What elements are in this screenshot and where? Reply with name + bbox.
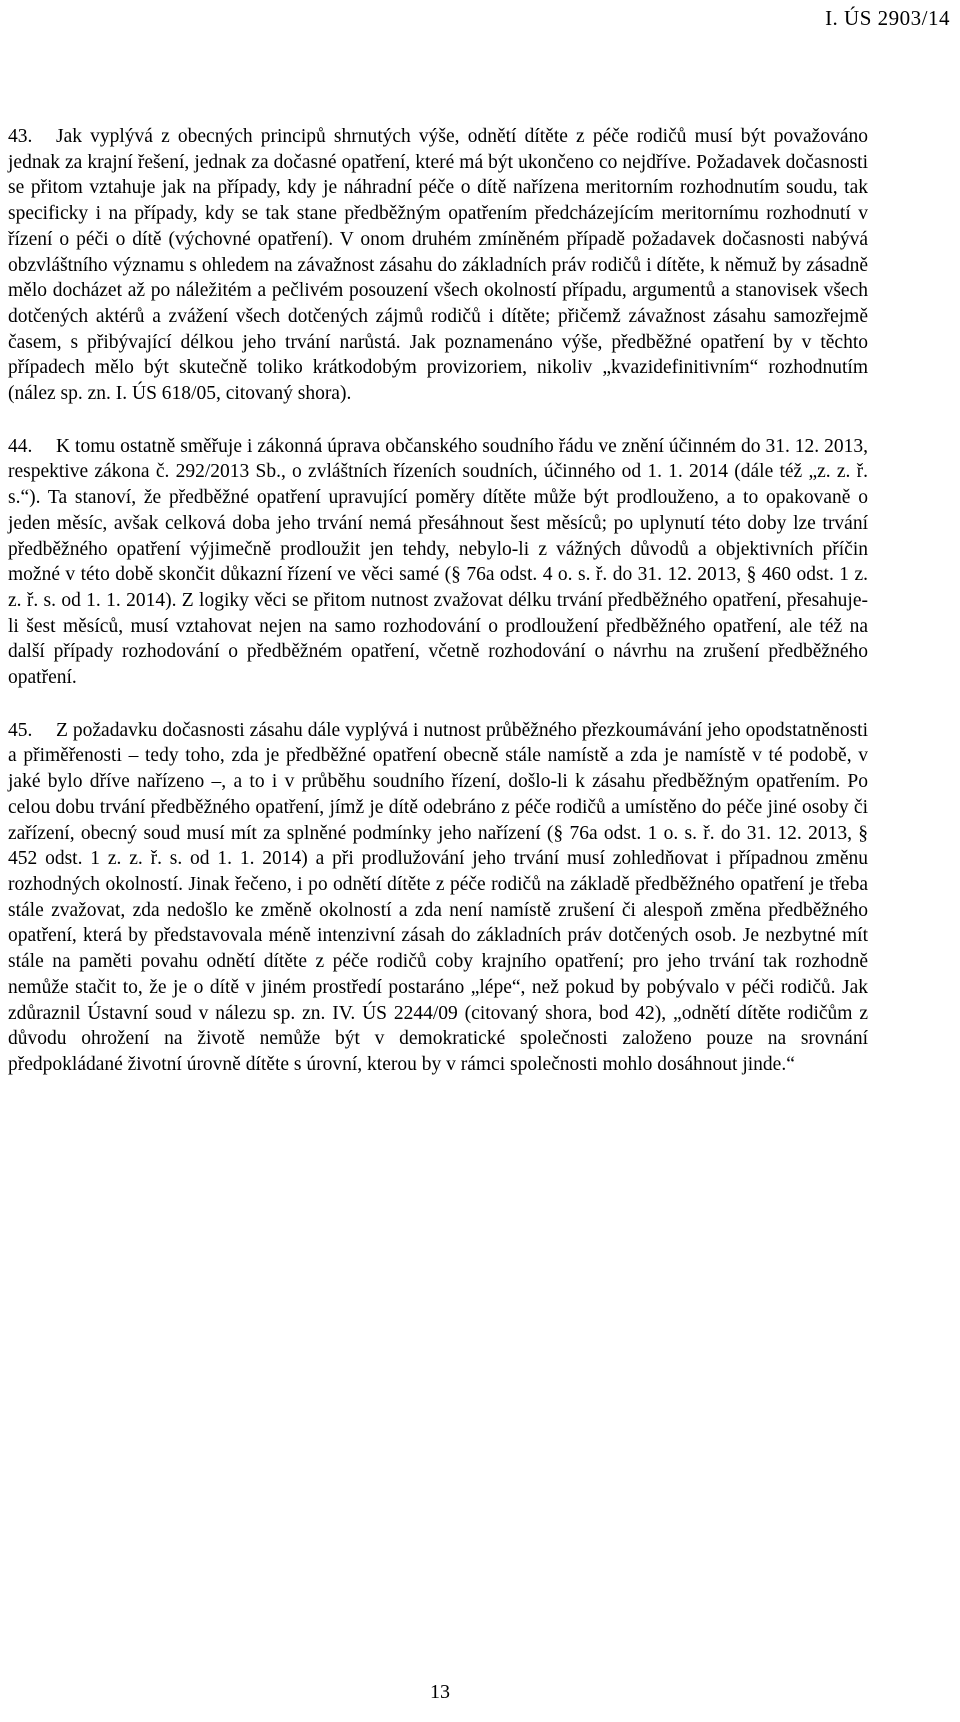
paragraph-number: 45. <box>8 719 33 741</box>
paragraph-number: 44. <box>8 435 33 457</box>
paragraph-text: K tomu ostatně směřuje i zákonná úprava občanského soudního řádu ve znění účinném do 31. 12. 2013, respektive zákona č. 292/2013 Sb., o zvláštních řízeních soudních, účinného od 1. 1. 2014 (dále též „z. z. ř. s.“). Ta stanoví, že předběžné opatření upravující poměry dítěte může být prodlouženo, a to opakovaně o jeden měsíc, avšak celková doba jeho trvání nemá přesáhnout šest měsíců; po uplynutí této doby lze trvání předběžného opatření výjimečně prodloužit jen tehdy, nebylo-li z vážných důvodů a objektivních příčin možné v této době skončit důkazní řízení ve věci samé (§ 76a odst. 4 o. s. ř. do 31. 12. 2013, § 460 odst. 1 z. z. ř. s. od 1. 1. 2014). Z logiky věci se přitom nutnost zvažovat délku trvání předběžného opatření, přesahuje-li šest měsíců, musí vztahovat nejen na samo rozhodování o prodloužení předběžného opatření, ale též na další případy rozhodování o předběžném opatření, včetně rozhodování o návrhu na zrušení předběžného opatření. <box>8 435 868 689</box>
document-body <box>8 124 868 1105</box>
paragraph-text: Jak vyplývá z obecných principů shrnutých výše, odnětí dítěte z péče rodičů musí být považováno jednak za krajní řešení, jednak za dočasné opatření, které má být ukončeno co nejdříve. Požadavek dočasnosti se přitom vztahuje jak na případy, kdy je náhradní péče o dítě nařízena meritorním rozhodnutím soudu, tak specificky i na případy, kdy se tak stane předběžným opatřením předcházejícím meritornímu rozhodnutí v řízení o péči o dítě (výchovné opatření). V onom druhém zmíněném případě požadavek dočasnosti nabývá obzvláštního významu s ohledem na závažnost zásahu do základních práv rodičů i dítěte, k němuž by zásadně mělo docházet až po náležitém a pečlivém posouzení všech okolností případu, argumentů a stanovisek všech dotčených aktérů a zvážení všech dotčených zájmů rodičů i dítěte; přičemž závažnost zásahu samozřejmě časem, s přibývající délkou jeho trvání narůstá. Jak poznamenáno výše, předběžné opatření by v těchto případech mělo být skutečně toliko krátkodobým provizoriem, nikoliv „kvazidefinitivním“ rozhodnutím (nález sp. zn. I. ÚS 618/05, citovaný shora). <box>8 126 868 405</box>
paragraph-text: Z požadavku dočasnosti zásahu dále vyplývá i nutnost průběžného přezkoumávání jeho opodstatněnosti a přiměřenosti – tedy toho, zda je předběžné opatření obecně stále namístě a zda je namístě v té podobě, v jaké bylo dříve nařízeno –, a to i v průběhu soudního řízení, došlo-li k zásahu předběžným opatřením. Po celou dobu trvání předběžného opatření, jímž je dítě odebráno z péče rodičů a umístěno do péče jiné osoby či zařízení, obecný soud musí mít za splněné podmínky jeho nařízení (§ 76a odst. 1 o. s. ř. do 31. 12. 2013, § 452 odst. 1 z. z. ř. s. od 1. 1. 2014) a při prodlužování jeho trvání musí zohledňovat i případnou změnu rozhodných okolností. Jinak řečeno, i po odnětí dítěte z péče rodičů na základě předběžného opatření je třeba stále zvažovat, zda nedošlo ke změně okolností a zda není namístě zrušení či alespoň změna předběžného opatření, která by představovala méně intenzivní zásah do základních práv dotčených osob. Je nezbytné mít stále na paměti povahu odnětí dítěte z péče rodičů coby krajního opatření; pro jeho trvání tak rozhodně nemůže stačit to, že je o dítě v jiném prostředí postaráno „lépe“, než pokud by pobývalo v péči rodičů. Jak zdůraznil Ústavní soud v nálezu sp. zn. IV. ÚS 2244/09 (citovaný shora, bod 42), „odnětí dítěte rodičům z důvodu ohrožení na životě nemůže být v demokratické společnosti založeno pouze na srovnání předpokládané životní úrovně dítěte s úrovní, kterou by v rámci společnosti mohlo dosáhnout jinde.“ <box>8 719 868 1075</box>
paragraph-43 <box>8 124 868 407</box>
page-number: 13 <box>430 1681 450 1703</box>
case-number-header: I. ÚS 2903/14 <box>825 6 950 30</box>
paragraph-45 <box>8 718 868 1078</box>
paragraph-number: 43. <box>8 126 33 147</box>
paragraph-44 <box>8 434 868 691</box>
